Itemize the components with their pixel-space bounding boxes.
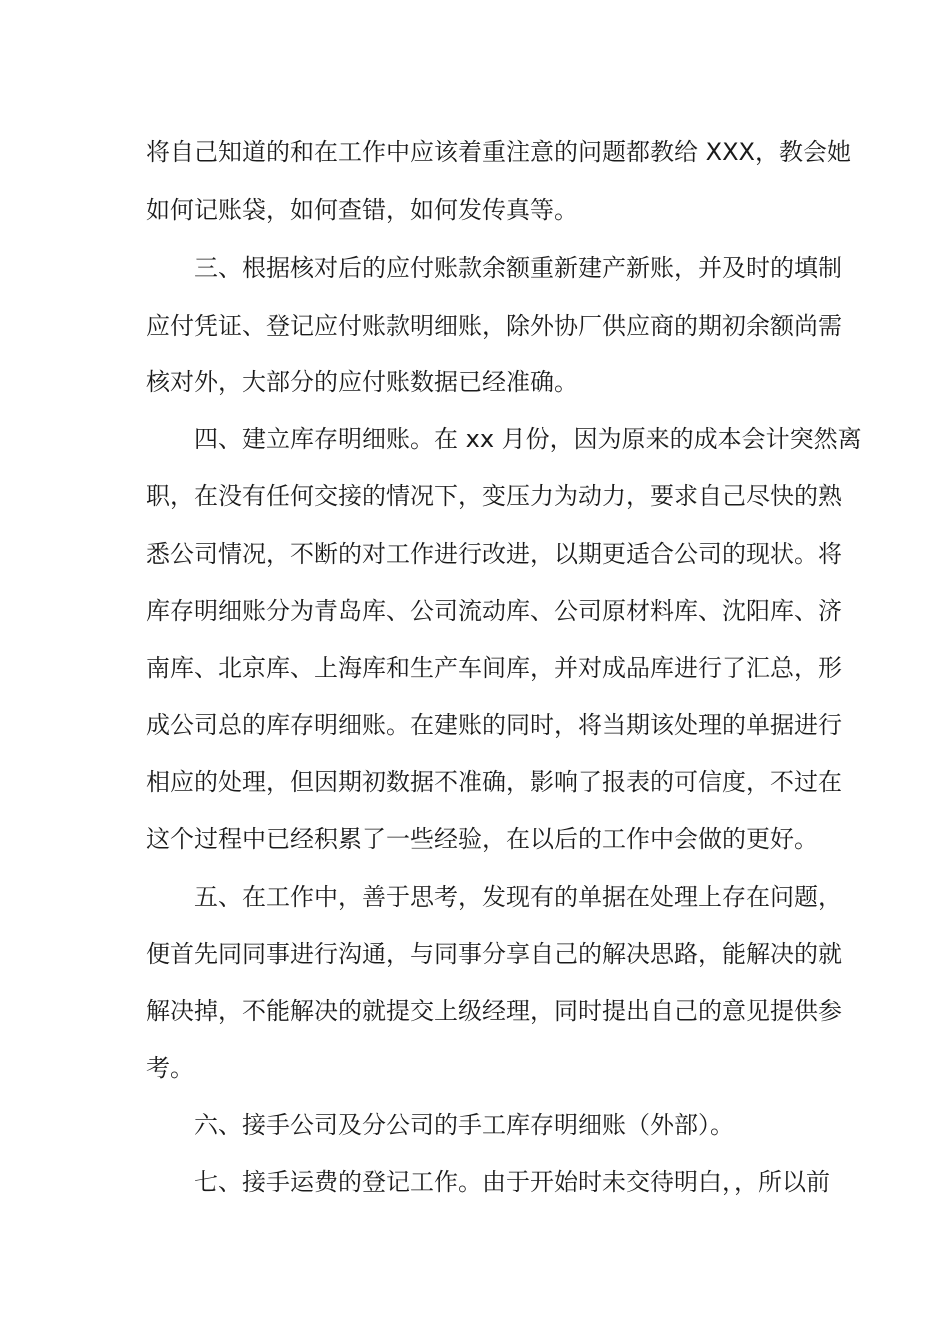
text-line: 库存明细账分为青岛库、公司流动库、公司原材料库、沈阳库、济 <box>146 597 842 625</box>
text-line: 解决掉，不能解决的就提交上级经理，同时提出自己的意见提供参 <box>146 997 842 1025</box>
paragraph-start-line: 三、根据核对后的应付账款余额重新建产新账，并及时的填制 <box>194 254 842 282</box>
paragraph-start-line: 六、接手公司及分公司的手工库存明细账（外部）。 <box>194 1111 734 1139</box>
paragraph-start-line: 七、接手运费的登记工作。由于开始时未交待明白，，所以前 <box>194 1168 830 1196</box>
text-line: 南库、北京库、上海库和生产车间库，并对成品库进行了汇总，形 <box>146 654 842 682</box>
paragraph-start-line: 五、在工作中，善于思考，发现有的单据在处理上存在问题， <box>194 883 842 911</box>
text-line: 成公司总的库存明细账。在建账的同时，将当期该处理的单据进行 <box>146 711 842 739</box>
text-line: 将自己知道的和在工作中应该着重注意的问题都教给 XXX，教会她 <box>146 138 851 166</box>
text-line: 核对外，大部分的应付账数据已经准确。 <box>146 368 578 396</box>
text-line: 这个过程中已经积累了一些经验，在以后的工作中会做的更好。 <box>146 825 818 853</box>
text-line: 职，在没有任何交接的情况下，变压力为动力，要求自己尽快的熟 <box>146 482 842 510</box>
text-line: 悉公司情况，不断的对工作进行改进，以期更适合公司的现状。将 <box>146 540 842 568</box>
text-line: 相应的处理，但因期初数据不准确，影响了报表的可信度，不过在 <box>146 768 842 796</box>
text-line: 应付凭证、登记应付账款明细账，除外协厂供应商的期初余额尚需 <box>146 312 842 340</box>
text-line: 便首先同同事进行沟通，与同事分享自己的解决思路，能解决的就 <box>146 940 842 968</box>
text-line: 如何记账袋，如何查错，如何发传真等。 <box>146 196 578 224</box>
paragraph-start-line: 四、建立库存明细账。在 xx 月份，因为原来的成本会计突然离 <box>194 425 862 453</box>
text-line: 考。 <box>146 1054 194 1082</box>
